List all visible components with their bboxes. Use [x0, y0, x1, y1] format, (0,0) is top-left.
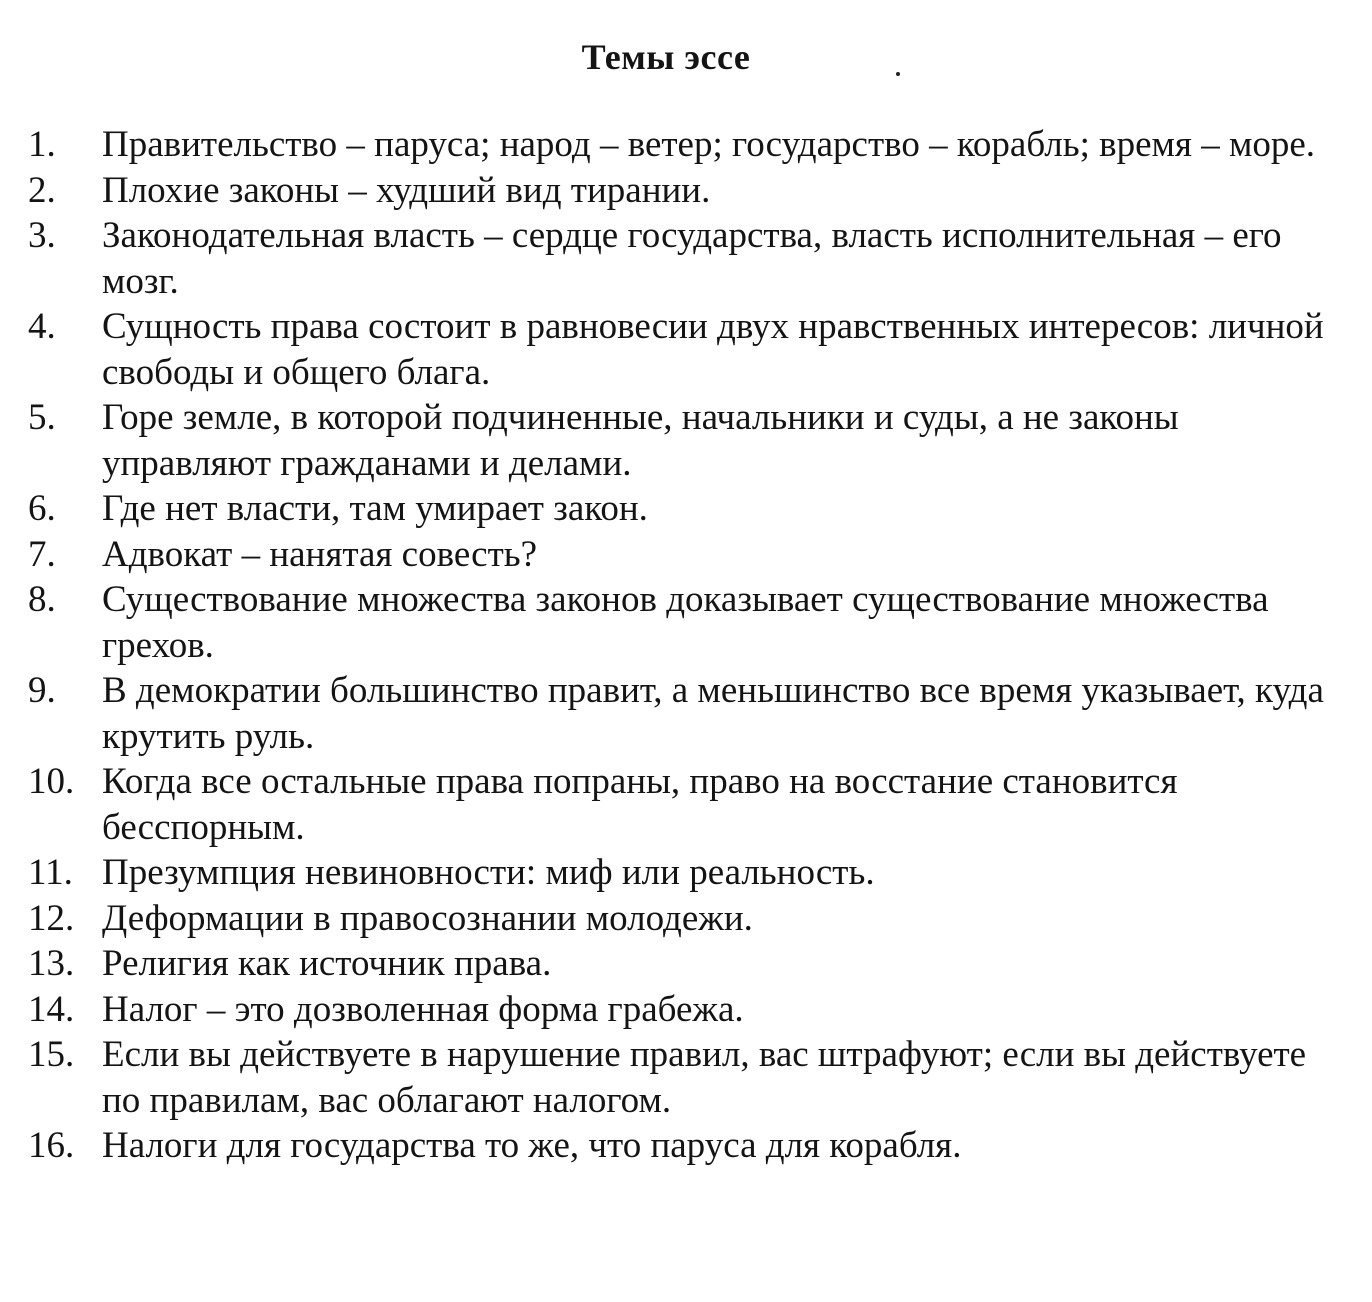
item-number: 5.	[28, 397, 56, 438]
item-number: 2.	[28, 169, 56, 211]
item-number: 16.	[28, 1125, 75, 1166]
item-text: Налог – это дозволенная форма грабежа.	[102, 988, 744, 1030]
list-item	[28, 1123, 1328, 1169]
list-item	[28, 987, 1328, 1033]
essay-topic-list	[28, 122, 1328, 1169]
item-number: 13.	[28, 943, 75, 984]
scan-speck	[896, 72, 900, 76]
item-text: Горе земле, в которой подчиненные, начальники и суды, а не законы управляют гражданами и делами.	[102, 397, 1179, 484]
item-text: Налоги для государства то же, что паруса для корабля.	[102, 1125, 962, 1166]
list-item	[28, 168, 1328, 214]
list-item	[28, 1032, 1328, 1123]
list-item	[28, 577, 1328, 668]
item-text: Религия как источник права.	[102, 943, 552, 984]
page-title: Темы эссе	[581, 37, 751, 77]
list-item	[28, 304, 1328, 395]
item-number: 1.	[28, 124, 56, 165]
item-text: Если вы действуете в нарушение правил, вас штрафуют; если вы действуете по правилам, вас облагают налогом.	[102, 1034, 1307, 1121]
item-number: 6.	[28, 488, 56, 529]
item-text: Сущность права состоит в равновесии двух нравственных интересов: личной свободы и общего блага.	[102, 306, 1324, 393]
item-text: Презумпция невиновности: миф или реальность.	[102, 852, 875, 893]
item-text: Правительство – паруса; народ – ветер; государство – корабль; время – море.	[102, 124, 1316, 165]
item-number: 3.	[28, 215, 56, 256]
item-text: Где нет власти, там умирает закон.	[102, 488, 648, 529]
item-text: Существование множества законов доказывает существование множества грехов.	[102, 579, 1269, 666]
item-number: 7.	[28, 533, 56, 575]
list-item	[28, 532, 1328, 578]
item-text: Когда все остальные права попраны, право на восстание становится бесспорным.	[102, 761, 1178, 848]
list-item	[28, 213, 1328, 304]
item-number: 10.	[28, 761, 75, 802]
item-number: 12.	[28, 897, 75, 939]
item-text: Деформации в правосознании молодежи.	[102, 897, 753, 939]
item-number: 4.	[28, 306, 56, 347]
item-number: 15.	[28, 1034, 75, 1075]
list-item	[28, 759, 1328, 850]
list-item	[28, 896, 1328, 942]
item-number: 14.	[28, 988, 75, 1030]
item-text: Законодательная власть – сердце государства, власть исполнительная – его мозг.	[102, 215, 1282, 302]
item-text: Адвокат – нанятая совесть?	[102, 533, 538, 575]
list-item	[28, 486, 1328, 532]
item-number: 8.	[28, 579, 56, 620]
item-text: Плохие законы – худший вид тирании.	[102, 169, 711, 211]
item-number: 11.	[28, 852, 73, 893]
item-number: 9.	[28, 670, 56, 711]
list-item	[28, 122, 1328, 168]
item-text: В демократии большинство правит, а меньшинство все время указывает, куда крутить руль.	[102, 670, 1324, 757]
list-item	[28, 850, 1328, 896]
list-item	[28, 668, 1328, 759]
list-item	[28, 395, 1328, 486]
list-item	[28, 941, 1328, 987]
